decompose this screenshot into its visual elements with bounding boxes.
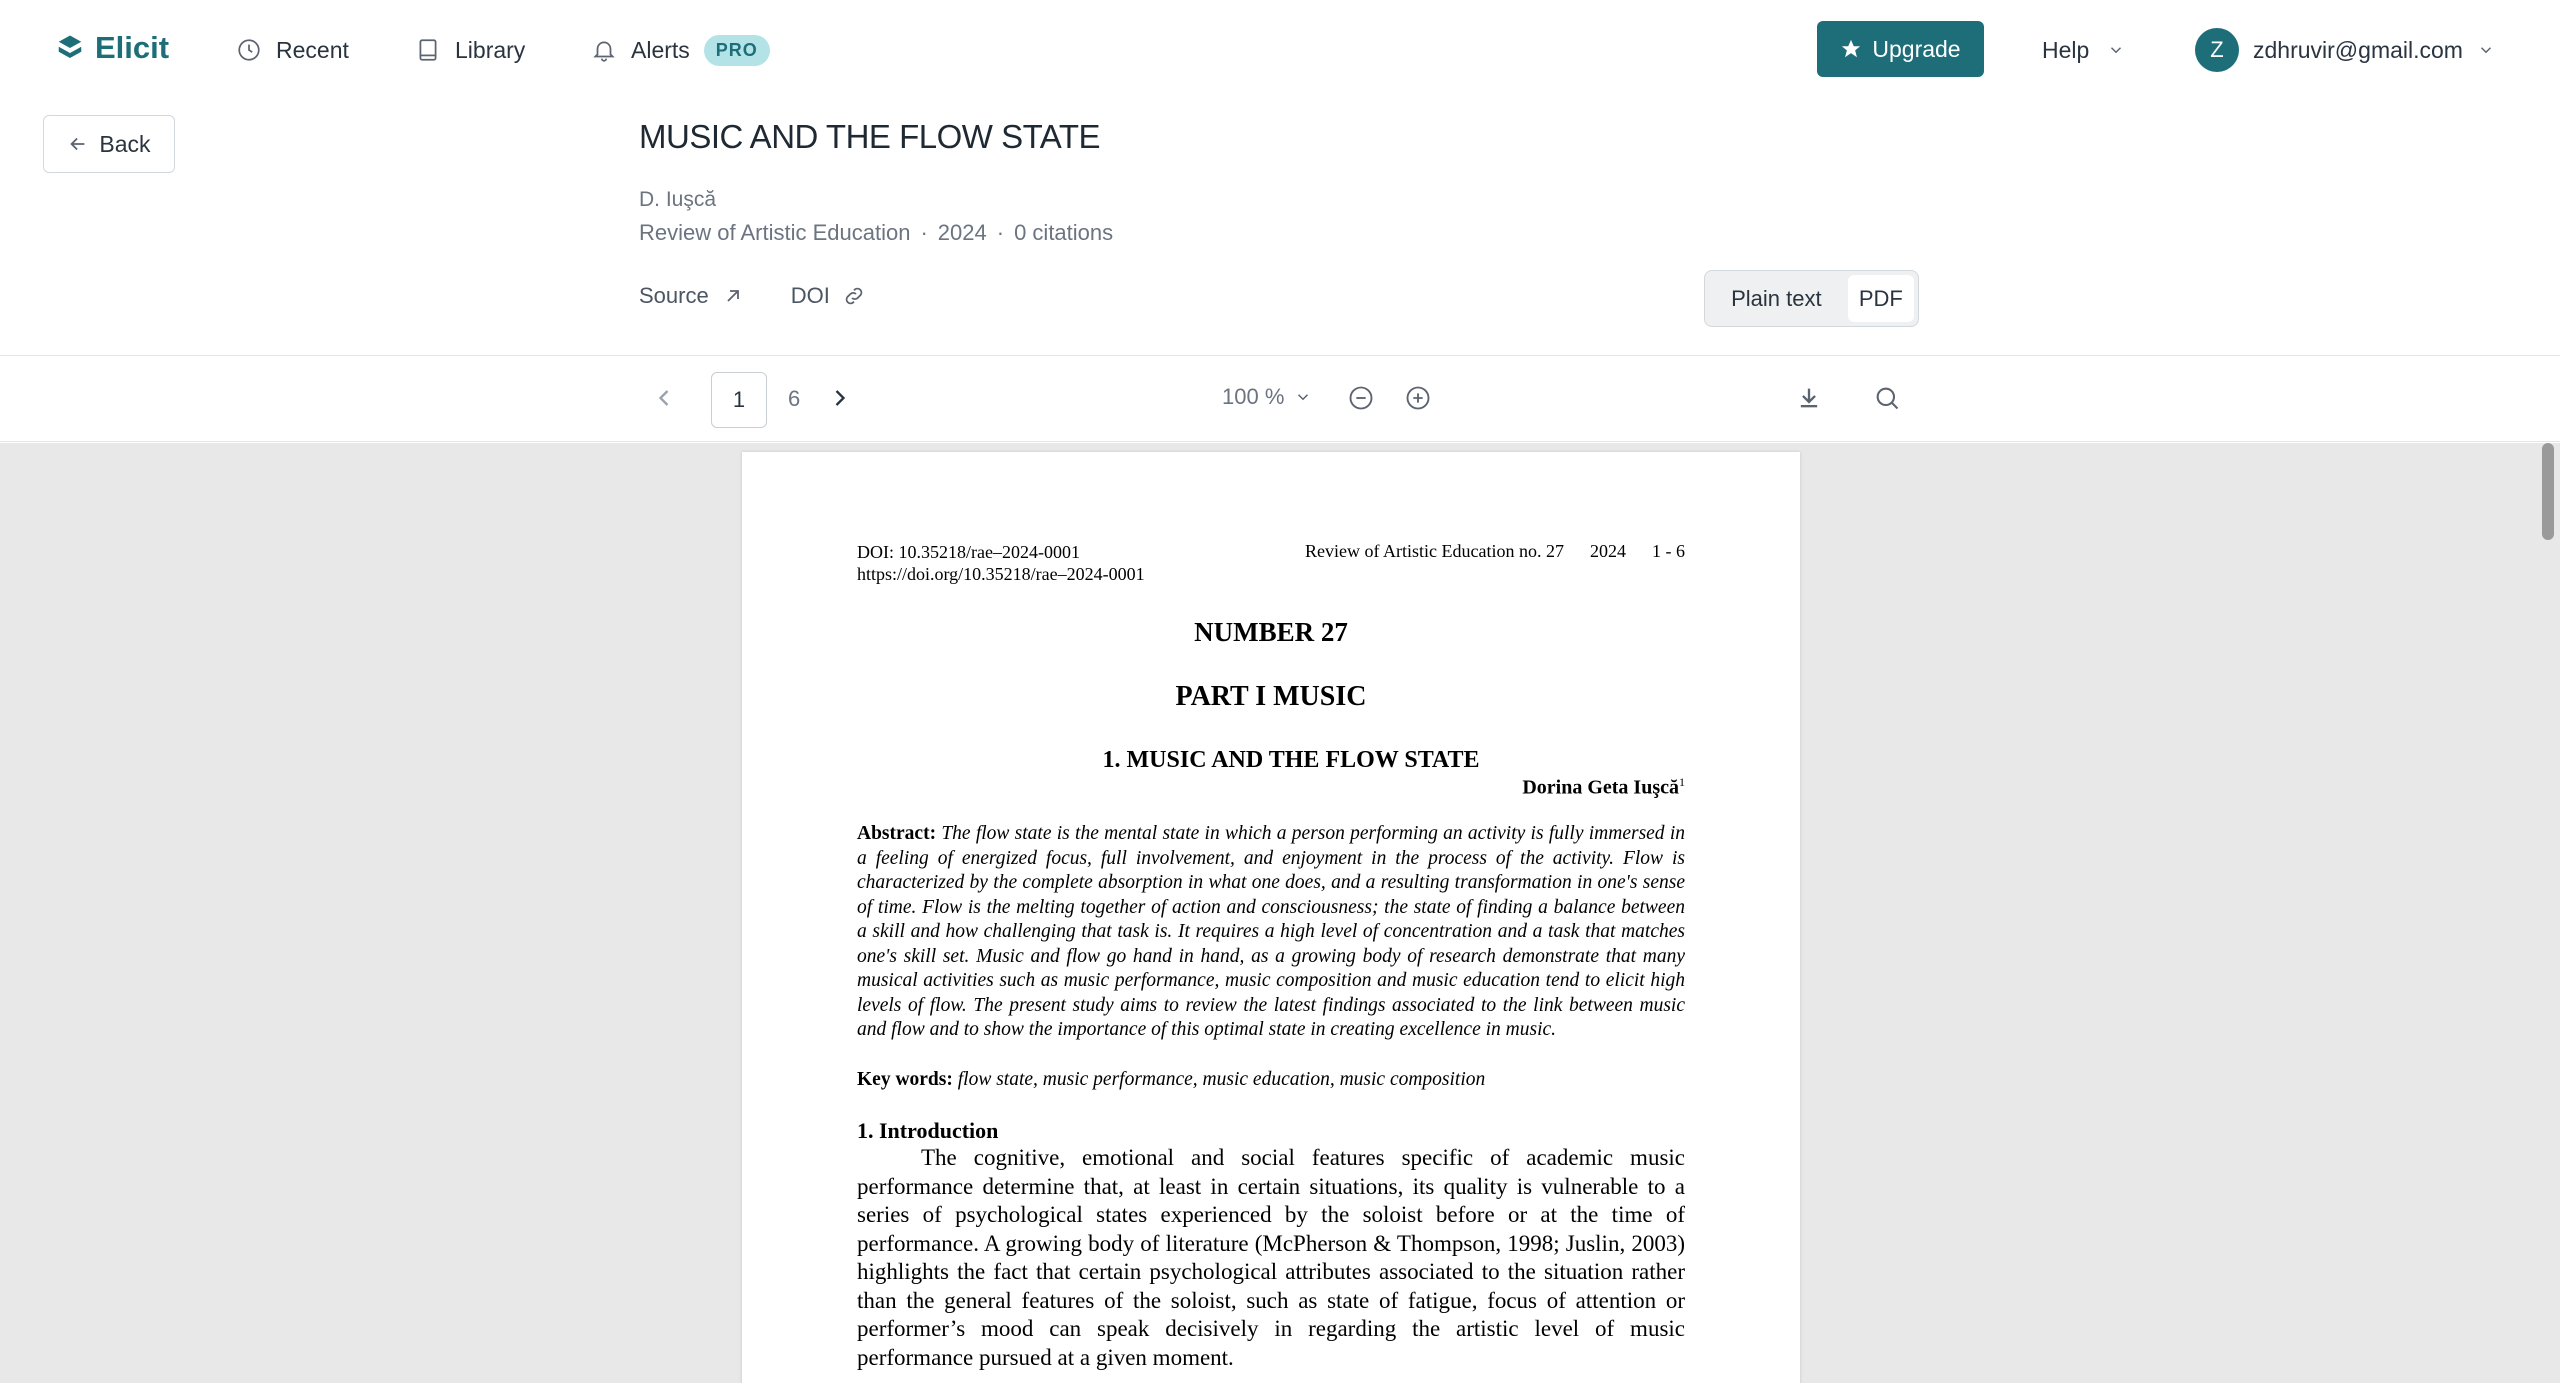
- toggle-pdf[interactable]: PDF: [1848, 275, 1914, 322]
- zoom-in-icon: [1404, 384, 1432, 412]
- download-icon: [1795, 384, 1823, 412]
- chevron-down-icon: [2107, 41, 2125, 59]
- external-arrow-icon: [721, 284, 745, 308]
- user-menu[interactable]: [2195, 28, 2495, 72]
- back-button[interactable]: [43, 115, 175, 173]
- source-label: Source: [639, 283, 709, 308]
- zoom-out-button[interactable]: [1347, 384, 1375, 412]
- pdf-intro-text: The cognitive, emotional and social features specific of academic music performance determine that, at least in certain situations, its quality is vulnerable to a series of psychological states experienced by the soloist before or at the time of performance. A growing body of literature (McPherson & Thompson, 1998; Juslin, 2003) highlights the fact that certain psychological attributes associated to the situation rather than the general features of the soloist, such as state of fatigue, focus of attention or performer’s mood can speak decisively in regarding the artistic level of music performance pursued at a given moment.: [857, 1145, 1685, 1370]
- zoom-out-icon: [1347, 384, 1375, 412]
- abstract-label: Abstract:: [857, 823, 937, 844]
- doi-link[interactable]: [791, 283, 866, 309]
- doi-label: DOI: [790, 283, 830, 308]
- paper-journal: Review of Artistic Education: [639, 220, 911, 245]
- pdf-part: PART I MUSIC: [1175, 681, 1367, 712]
- pdf-viewer[interactable]: [0, 443, 2560, 1383]
- page-title: MUSIC AND THE FLOW STATE: [639, 118, 1101, 155]
- pdf-doi-url: https://doi.org/10.35218/rae–2024-0001: [857, 564, 1145, 584]
- pdf-doi-block: [857, 541, 1145, 585]
- download-button[interactable]: [1795, 384, 1823, 412]
- zoom-in-button[interactable]: [1404, 384, 1432, 412]
- chevron-right-icon: [826, 384, 854, 412]
- search-icon: [1873, 384, 1901, 412]
- zoom-level: 100 %: [1222, 384, 1285, 409]
- pdf-pages: 1 - 6: [1652, 541, 1685, 561]
- paper-year: 2024: [937, 220, 987, 245]
- chevron-down-icon: [1294, 388, 1312, 406]
- avatar: Z: [2195, 28, 2239, 72]
- paper-authors: D. Iuşcă: [639, 188, 717, 211]
- page-number-input[interactable]: [711, 372, 767, 428]
- user-email: zdhruvir@gmail.com: [2253, 36, 2463, 63]
- meta-separator: ·: [996, 220, 1005, 245]
- search-button[interactable]: [1873, 384, 1901, 412]
- viewer-scrollbar[interactable]: [2542, 443, 2554, 540]
- keywords-label: Key words:: [857, 1069, 953, 1090]
- pdf-keywords: [857, 1069, 1485, 1091]
- back-label: Back: [99, 130, 151, 157]
- pdf-number: NUMBER 27: [1194, 617, 1348, 647]
- pdf-year: 2024: [1590, 541, 1626, 561]
- meta-separator: ·: [920, 220, 928, 245]
- pdf-abstract: [857, 822, 1685, 1043]
- pdf-author-footnote: 1: [1679, 775, 1685, 789]
- brand-name: Elicit: [95, 30, 170, 65]
- nav-alerts-label: Alerts: [631, 36, 690, 63]
- pdf-title: 1. MUSIC AND THE FLOW STATE: [1102, 747, 1480, 773]
- pdf-author-name: Dorina Geta Iuşcă: [1522, 776, 1679, 799]
- star-icon: [1840, 38, 1862, 60]
- nav-library-label: Library: [455, 36, 526, 63]
- page-total: 6: [788, 386, 801, 411]
- upgrade-label: Upgrade: [1872, 35, 1961, 62]
- paper-meta: [639, 220, 1113, 246]
- book-icon: [415, 37, 441, 63]
- keywords-text: flow state, music performance, music education, music composition: [952, 1069, 1486, 1090]
- elicit-logo-icon: [55, 33, 85, 63]
- pdf-intro-heading: 1. Introduction: [857, 1118, 999, 1143]
- paper-links: [639, 283, 866, 309]
- arrow-left-icon: [67, 133, 89, 155]
- toggle-plain-text[interactable]: Plain text: [1731, 285, 1822, 311]
- chevron-left-icon: [650, 384, 678, 412]
- brand-logo[interactable]: [55, 30, 169, 66]
- source-link[interactable]: [639, 283, 745, 309]
- pdf-journal-issue: Review of Artistic Education no. 27: [1305, 541, 1564, 561]
- next-page-button[interactable]: [826, 384, 854, 412]
- paper-citations: 0 citations: [1014, 220, 1114, 245]
- pdf-running-header: [1305, 541, 1685, 562]
- prev-page-button[interactable]: [650, 384, 678, 412]
- nav-recent[interactable]: [236, 30, 349, 70]
- pdf-author: [1522, 775, 1685, 800]
- bell-icon: [591, 37, 617, 63]
- pro-badge: PRO: [704, 35, 770, 66]
- chevron-down-icon: [2477, 41, 2495, 59]
- upgrade-button[interactable]: [1817, 21, 1984, 77]
- nav-recent-label: Recent: [276, 36, 349, 63]
- pdf-doi-line: DOI: 10.35218/rae–2024-0001: [857, 542, 1080, 562]
- zoom-select[interactable]: [1222, 384, 1312, 410]
- view-toggle: [1704, 270, 1919, 327]
- link-icon: [842, 284, 866, 308]
- nav-alerts[interactable]: [591, 30, 770, 70]
- abstract-text: The flow state is the mental state in which a person performing an activity is fully immersed in a feeling of energized focus, full involvement, and enjoyment in the process of the activity. Flow is characterized by the complete absorption in what one does, and a resulting transformation in one's sense of time. Flow is the melting together of action and consciousness; the state of finding a balance between a skill and how challenging that task is. It requires a high level of concentration and a task that matches one's skill set. Music and flow go hand in hand, as a growing body of research demonstrate that many musical activities such as music performance, music composition and music education tend to elicit high levels of flow. The present study aims to review the latest findings associated to the link between music and flow and to show the importance of this optimal state in creating excellence in music.: [857, 823, 1685, 1040]
- clock-icon: [236, 37, 262, 63]
- top-nav: [0, 0, 2560, 100]
- nav-library[interactable]: [415, 30, 525, 70]
- pdf-page: [742, 452, 1800, 1383]
- pdf-toolbar: [0, 356, 2560, 442]
- help-label: Help: [2042, 36, 2090, 63]
- help-menu[interactable]: [2042, 30, 2125, 70]
